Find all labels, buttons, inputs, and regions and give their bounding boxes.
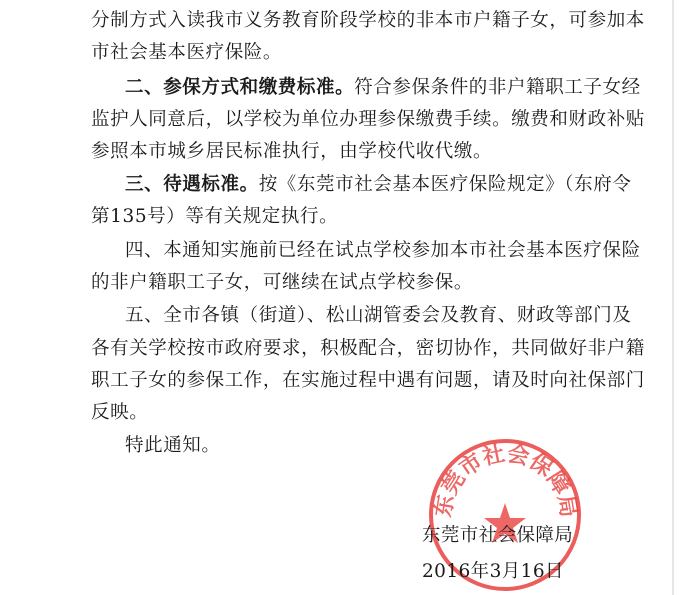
- seal-text: 东莞市社会保障局: [431, 441, 581, 520]
- signature-org: 东莞市社会保障局: [422, 525, 574, 546]
- signature-date: 2016年3月16日: [422, 561, 564, 582]
- section-2-line-2: 监护人同意后，以学校为单位办理参保缴费手续。缴费和财政补贴: [91, 109, 645, 130]
- section-3-line-2: 第135号）等有关规定执行。: [91, 206, 339, 227]
- section-5-line-4: 反映。: [91, 402, 149, 423]
- section-5-line-2: 各有关学校按市政府要求，积极配合，密切协作，共同做好非户籍: [91, 338, 645, 359]
- body-text-line: 市社会基本医疗保险。: [91, 42, 283, 63]
- page-edge-divider: [672, 0, 674, 595]
- section-5-line-1: 五、全市各镇（街道）、松山湖管委会及教育、财政等部门及: [125, 305, 632, 326]
- section-4-line-1: 四、本通知实施前已经在试点学校参加本市社会基本医疗保险: [125, 240, 641, 261]
- section-2-line-1: 二、参保方式和缴费标准。符合参保条件的非户籍职工子女经: [125, 77, 641, 98]
- section-2-line-3: 参照本市城乡居民标准执行，由学校代收代缴。: [91, 141, 493, 162]
- closing-text: 特此通知。: [125, 435, 221, 456]
- section-4-line-2: 的非户籍职工子女，可继续在试点学校参保。: [91, 272, 474, 293]
- section-3-line-1: 三、待遇标准。按《东莞市社会基本医疗保险规定》（东府令: [125, 174, 632, 195]
- section-3-heading: 三、待遇标准。: [125, 174, 259, 195]
- section-2-heading: 二、参保方式和缴费标准。: [125, 77, 355, 98]
- body-text-line: 分制方式入读我市义务教育阶段学校的非本市户籍子女，可参加本: [91, 10, 645, 31]
- section-5-line-3: 职工子女的参保工作，在实施过程中遇有问题，请及时向社保部门: [91, 370, 645, 391]
